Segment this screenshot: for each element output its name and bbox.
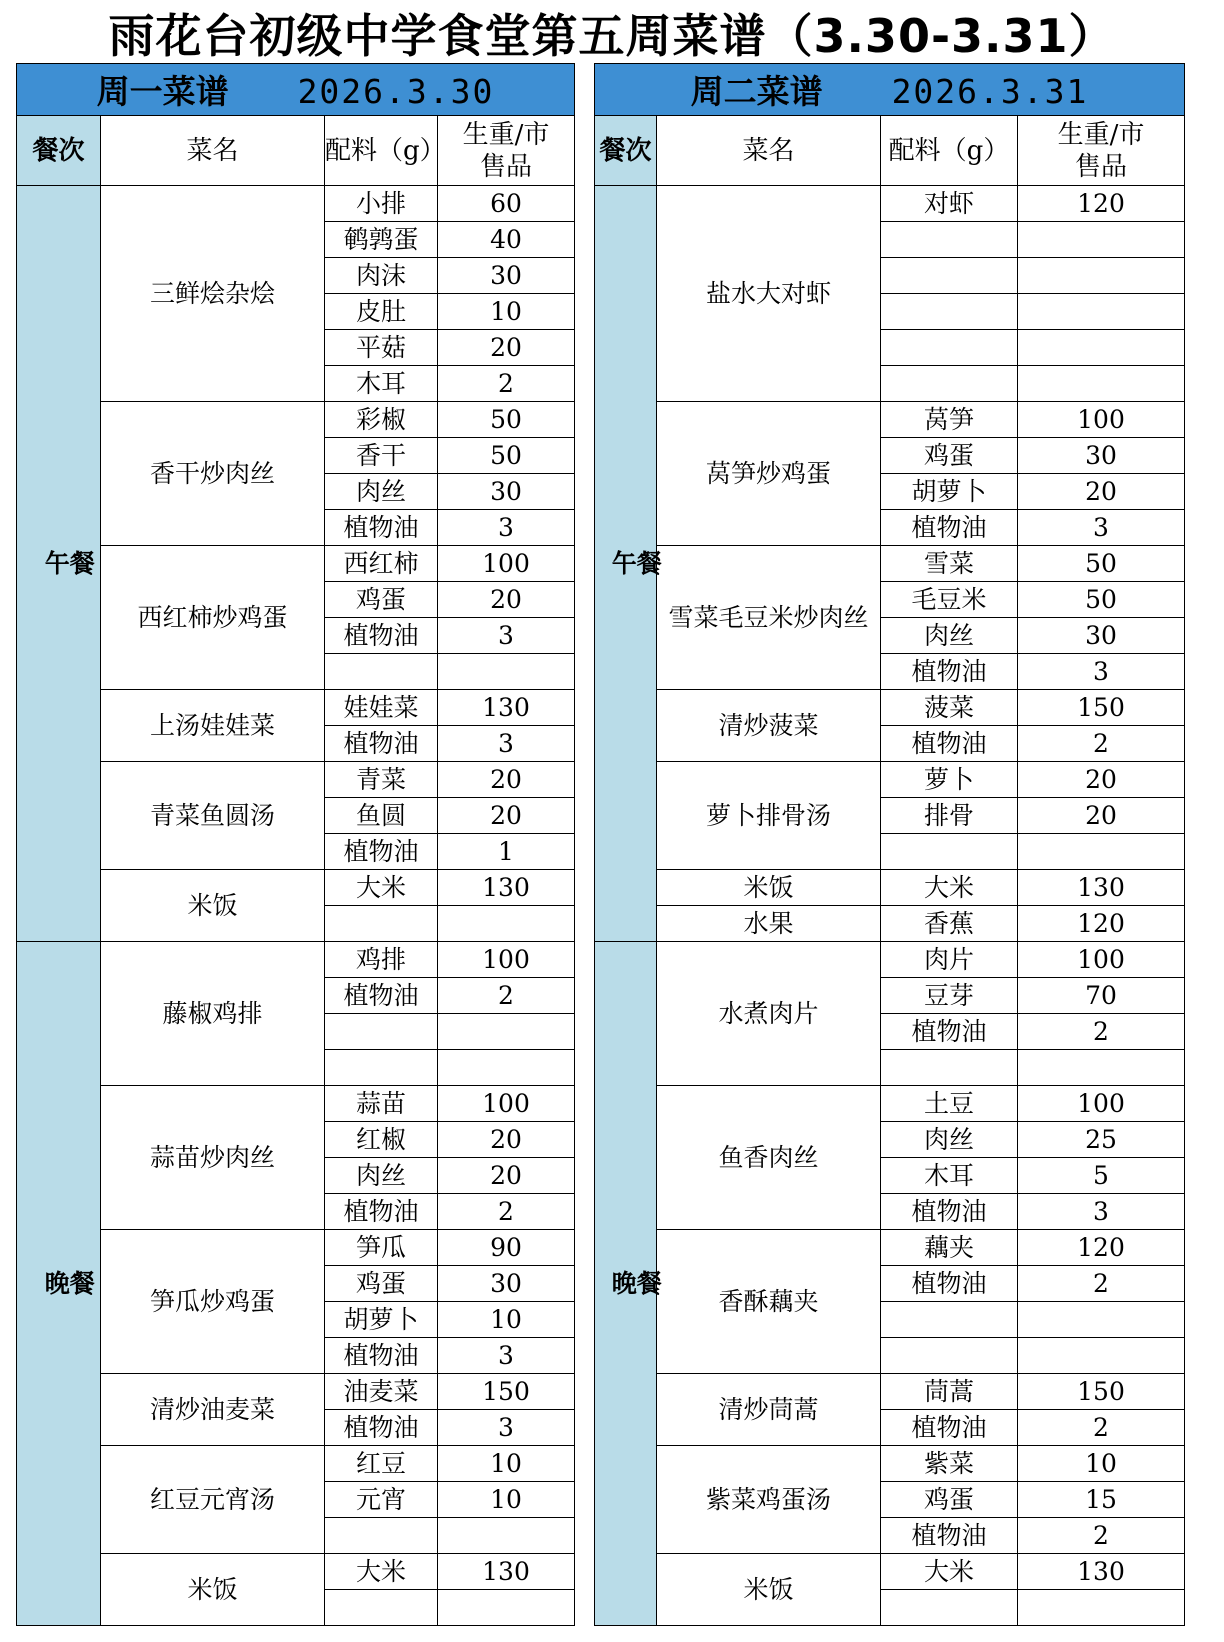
ingredient-name: 红椒 <box>325 1122 438 1158</box>
ingredient-weight: 10 <box>438 1446 575 1482</box>
day-header <box>595 64 1185 116</box>
ingredient-weight: 2 <box>1018 1266 1185 1302</box>
ingredient-name: 植物油 <box>881 1410 1018 1446</box>
ingredient-name <box>325 1590 438 1626</box>
ingredient-weight <box>1018 1050 1185 1086</box>
ingredient-name: 植物油 <box>325 834 438 870</box>
ingredient-weight: 130 <box>438 1554 575 1590</box>
ingredient-name: 菠菜 <box>881 690 1018 726</box>
ingredient-weight <box>438 1050 575 1086</box>
ingredient-name: 肉丝 <box>325 474 438 510</box>
ingredient-name: 大米 <box>325 870 438 906</box>
ingredient-name: 植物油 <box>325 726 438 762</box>
ingredient-name: 植物油 <box>881 1518 1018 1554</box>
table-row <box>595 1554 1185 1590</box>
ingredient-weight: 130 <box>438 690 575 726</box>
page-title: 雨花台初级中学食堂第五周菜谱（3.30-3.31） <box>108 9 1116 63</box>
ingredient-name: 胡萝卜 <box>325 1302 438 1338</box>
dish-name: 萝卜排骨汤 <box>657 762 881 870</box>
ingredient-name: 肉沫 <box>325 258 438 294</box>
day-date: 2026.3.30 <box>297 72 495 111</box>
table-row <box>17 762 575 798</box>
ingredient-weight: 20 <box>438 1122 575 1158</box>
ingredient-weight <box>1018 366 1185 402</box>
ingredient-name: 植物油 <box>881 1014 1018 1050</box>
ingredient-weight: 100 <box>438 942 575 978</box>
dish-name: 西红柿炒鸡蛋 <box>101 546 325 690</box>
ingredient-weight: 2 <box>438 366 575 402</box>
ingredient-name: 萝卜 <box>881 762 1018 798</box>
ingredient-weight: 120 <box>1018 1230 1185 1266</box>
table-row <box>595 690 1185 726</box>
dish-name: 蒜苗炒肉丝 <box>101 1086 325 1230</box>
ingredient-name <box>881 1050 1018 1086</box>
ingredient-weight: 100 <box>438 1086 575 1122</box>
dish-name: 米饭 <box>657 1554 881 1626</box>
ingredient-weight: 20 <box>1018 474 1185 510</box>
dish-name: 香干炒肉丝 <box>101 402 325 546</box>
meal-label <box>17 942 101 1626</box>
ingredient-name: 豆芽 <box>881 978 1018 1014</box>
ingredient-weight: 25 <box>1018 1122 1185 1158</box>
table-row <box>595 906 1185 942</box>
ingredient-name: 植物油 <box>325 618 438 654</box>
ingredient-weight: 2 <box>438 978 575 1014</box>
ingredient-weight: 3 <box>1018 1194 1185 1230</box>
weight-header-line1: 生重/市 <box>462 119 550 150</box>
dish-name: 米饭 <box>101 1554 325 1626</box>
dish-name: 清炒茼蒿 <box>657 1374 881 1446</box>
ingredient-weight: 3 <box>438 510 575 546</box>
ingredient-weight: 20 <box>438 1158 575 1194</box>
weight-header-line2: 售品 <box>479 151 532 182</box>
dish-name: 水果 <box>657 906 881 942</box>
ingredient-name: 胡萝卜 <box>881 474 1018 510</box>
dish-name: 紫菜鸡蛋汤 <box>657 1446 881 1554</box>
ingredient-weight: 150 <box>1018 690 1185 726</box>
ingredient-weight: 2 <box>438 1194 575 1230</box>
day-label: 周一菜谱 <box>96 72 229 111</box>
ingredient-name: 紫菜 <box>881 1446 1018 1482</box>
ingredient-weight <box>1018 294 1185 330</box>
meal-name: 午餐 <box>44 549 95 578</box>
ingredient-name <box>881 1302 1018 1338</box>
ingredient-name: 木耳 <box>325 366 438 402</box>
ingredient-weight: 20 <box>438 762 575 798</box>
ingredient-name: 植物油 <box>881 510 1018 546</box>
ingredient-column-header: 配料（g） <box>325 116 438 186</box>
dish-name: 藤椒鸡排 <box>101 942 325 1086</box>
ingredient-weight: 2 <box>1018 1410 1185 1446</box>
table-row <box>17 870 575 906</box>
ingredient-name: 雪菜 <box>881 546 1018 582</box>
ingredient-weight: 130 <box>1018 1554 1185 1590</box>
meal-label <box>17 186 101 942</box>
ingredient-weight: 70 <box>1018 978 1185 1014</box>
day-label: 周二菜谱 <box>690 72 823 111</box>
dish-name: 青菜鱼圆汤 <box>101 762 325 870</box>
weight-header-line2: 售品 <box>1074 151 1127 182</box>
ingredient-weight: 2 <box>1018 726 1185 762</box>
table-row <box>595 402 1185 438</box>
ingredient-weight: 3 <box>1018 510 1185 546</box>
ingredient-weight: 10 <box>438 294 575 330</box>
ingredient-name: 鱼圆 <box>325 798 438 834</box>
ingredient-name: 元宵 <box>325 1482 438 1518</box>
meal-name: 午餐 <box>611 549 662 578</box>
ingredient-name <box>881 1338 1018 1374</box>
ingredient-weight: 20 <box>1018 798 1185 834</box>
table-row <box>17 402 575 438</box>
ingredient-weight: 20 <box>438 582 575 618</box>
ingredient-name <box>881 222 1018 258</box>
ingredient-name: 植物油 <box>881 1266 1018 1302</box>
column-header-row <box>17 116 575 186</box>
table-row <box>595 762 1185 798</box>
dish-name: 莴笋炒鸡蛋 <box>657 402 881 546</box>
ingredient-name: 鸡蛋 <box>325 1266 438 1302</box>
dish-name: 三鲜烩杂烩 <box>101 186 325 402</box>
dish-name: 盐水大对虾 <box>657 186 881 402</box>
ingredient-weight: 2 <box>1018 1518 1185 1554</box>
ingredient-weight: 150 <box>438 1374 575 1410</box>
ingredient-name: 植物油 <box>325 978 438 1014</box>
table-row <box>595 870 1185 906</box>
dish-name: 清炒油麦菜 <box>101 1374 325 1446</box>
table-row <box>595 1374 1185 1410</box>
ingredient-name: 鹌鹑蛋 <box>325 222 438 258</box>
ingredient-name: 植物油 <box>881 1194 1018 1230</box>
dish-name: 清炒菠菜 <box>657 690 881 762</box>
ingredient-weight <box>1018 330 1185 366</box>
dish-column-header: 菜名 <box>657 116 881 186</box>
weight-column-header <box>1018 116 1185 186</box>
ingredient-weight: 30 <box>438 258 575 294</box>
ingredient-name: 小排 <box>325 186 438 222</box>
ingredient-name: 平菇 <box>325 330 438 366</box>
ingredient-name: 香蕉 <box>881 906 1018 942</box>
ingredient-weight: 90 <box>438 1230 575 1266</box>
ingredient-weight <box>1018 834 1185 870</box>
ingredient-weight: 40 <box>438 222 575 258</box>
dish-name: 水煮肉片 <box>657 942 881 1086</box>
ingredient-weight <box>1018 222 1185 258</box>
table-row <box>17 186 575 222</box>
ingredient-weight <box>438 906 575 942</box>
ingredient-weight <box>1018 1302 1185 1338</box>
ingredient-weight: 2 <box>1018 1014 1185 1050</box>
meal-label <box>595 186 662 942</box>
dish-name: 雪菜毛豆米炒肉丝 <box>657 546 881 690</box>
table-row <box>17 942 575 978</box>
ingredient-weight: 120 <box>1018 186 1185 222</box>
dish-name: 鱼香肉丝 <box>657 1086 881 1230</box>
ingredient-name: 木耳 <box>881 1158 1018 1194</box>
ingredient-name: 植物油 <box>325 1410 438 1446</box>
weight-header-line1: 生重/市 <box>1057 119 1145 150</box>
ingredient-name: 对虾 <box>881 186 1018 222</box>
ingredient-name: 莴笋 <box>881 402 1018 438</box>
ingredient-name: 笋瓜 <box>325 1230 438 1266</box>
ingredient-name: 鸡蛋 <box>881 1482 1018 1518</box>
ingredient-name <box>325 1014 438 1050</box>
ingredient-weight <box>1018 1338 1185 1374</box>
ingredient-name: 彩椒 <box>325 402 438 438</box>
dish-name: 红豆元宵汤 <box>101 1446 325 1554</box>
ingredient-weight: 3 <box>438 726 575 762</box>
ingredient-name <box>881 258 1018 294</box>
ingredient-weight: 100 <box>438 546 575 582</box>
ingredient-name: 排骨 <box>881 798 1018 834</box>
ingredient-name <box>881 330 1018 366</box>
meal-label <box>595 942 662 1626</box>
table-row <box>17 1086 575 1122</box>
day-header <box>17 64 575 116</box>
ingredient-name: 鸡蛋 <box>881 438 1018 474</box>
table-row <box>595 1230 1185 1266</box>
dish-name: 上汤娃娃菜 <box>101 690 325 762</box>
dish-name: 米饭 <box>657 870 881 906</box>
meal-name: 晚餐 <box>44 1269 95 1298</box>
ingredient-name: 娃娃菜 <box>325 690 438 726</box>
ingredient-name: 植物油 <box>325 1194 438 1230</box>
ingredient-weight: 10 <box>1018 1446 1185 1482</box>
ingredient-name <box>881 366 1018 402</box>
ingredient-name: 大米 <box>881 870 1018 906</box>
ingredient-weight: 30 <box>438 1266 575 1302</box>
ingredient-name: 鸡排 <box>325 942 438 978</box>
ingredient-weight: 130 <box>1018 870 1185 906</box>
table-row <box>17 1446 575 1482</box>
ingredient-name: 大米 <box>881 1554 1018 1590</box>
ingredient-weight <box>438 1014 575 1050</box>
ingredient-weight: 50 <box>438 438 575 474</box>
ingredient-name: 皮肚 <box>325 294 438 330</box>
ingredient-weight <box>1018 258 1185 294</box>
ingredient-name <box>325 654 438 690</box>
ingredient-weight: 50 <box>438 402 575 438</box>
ingredient-weight: 100 <box>1018 1086 1185 1122</box>
ingredient-name <box>881 294 1018 330</box>
table-row <box>595 942 1185 978</box>
ingredient-weight: 150 <box>1018 1374 1185 1410</box>
dish-column-header: 菜名 <box>101 116 325 186</box>
column-header-row <box>595 116 1185 186</box>
ingredient-name: 肉丝 <box>881 1122 1018 1158</box>
ingredient-weight: 3 <box>438 618 575 654</box>
ingredient-name: 植物油 <box>325 1338 438 1374</box>
ingredient-weight: 3 <box>438 1410 575 1446</box>
table-row <box>17 1230 575 1266</box>
day-header-row <box>595 64 1185 116</box>
ingredient-column-header: 配料（g） <box>881 116 1018 186</box>
ingredient-name: 茼蒿 <box>881 1374 1018 1410</box>
ingredient-name: 土豆 <box>881 1086 1018 1122</box>
ingredient-weight: 20 <box>1018 762 1185 798</box>
ingredient-name <box>881 834 1018 870</box>
ingredient-weight: 5 <box>1018 1158 1185 1194</box>
tuesday-menu-table <box>594 63 1185 1626</box>
table-row <box>17 1374 575 1410</box>
dish-name: 米饭 <box>101 870 325 942</box>
dish-name: 笋瓜炒鸡蛋 <box>101 1230 325 1374</box>
ingredient-weight <box>438 654 575 690</box>
table-row <box>17 1554 575 1590</box>
ingredient-weight: 20 <box>438 330 575 366</box>
ingredient-weight: 60 <box>438 186 575 222</box>
table-row <box>595 1086 1185 1122</box>
table-row <box>17 546 575 582</box>
ingredient-weight: 15 <box>1018 1482 1185 1518</box>
ingredient-name <box>325 906 438 942</box>
ingredient-weight <box>438 1590 575 1626</box>
weight-column-header <box>438 116 575 186</box>
table-row <box>595 186 1185 222</box>
ingredient-name: 肉丝 <box>325 1158 438 1194</box>
table-row <box>595 1446 1185 1482</box>
ingredient-name: 毛豆米 <box>881 582 1018 618</box>
ingredient-name: 大米 <box>325 1554 438 1590</box>
ingredient-name: 红豆 <box>325 1446 438 1482</box>
ingredient-weight <box>1018 1590 1185 1626</box>
ingredient-name <box>325 1050 438 1086</box>
monday-menu-table <box>16 63 575 1626</box>
table-row <box>17 690 575 726</box>
meal-column-header: 餐次 <box>595 116 657 186</box>
ingredient-name: 西红柿 <box>325 546 438 582</box>
meal-name: 晚餐 <box>611 1269 662 1298</box>
day-header-row <box>17 64 575 116</box>
ingredient-weight: 10 <box>438 1482 575 1518</box>
ingredient-name: 蒜苗 <box>325 1086 438 1122</box>
ingredient-weight: 30 <box>1018 438 1185 474</box>
ingredient-name: 植物油 <box>325 510 438 546</box>
ingredient-weight <box>438 1518 575 1554</box>
ingredient-weight: 3 <box>1018 654 1185 690</box>
ingredient-weight: 30 <box>1018 618 1185 654</box>
ingredient-weight: 50 <box>1018 546 1185 582</box>
ingredient-name: 青菜 <box>325 762 438 798</box>
ingredient-weight: 20 <box>438 798 575 834</box>
dish-name: 香酥藕夹 <box>657 1230 881 1374</box>
ingredient-name: 香干 <box>325 438 438 474</box>
ingredient-name: 藕夹 <box>881 1230 1018 1266</box>
ingredient-weight: 120 <box>1018 906 1185 942</box>
ingredient-weight: 100 <box>1018 942 1185 978</box>
meal-column-header: 餐次 <box>17 116 101 186</box>
ingredient-name: 油麦菜 <box>325 1374 438 1410</box>
ingredient-name: 肉丝 <box>881 618 1018 654</box>
ingredient-name <box>325 1518 438 1554</box>
ingredient-name: 鸡蛋 <box>325 582 438 618</box>
ingredient-weight: 130 <box>438 870 575 906</box>
ingredient-name <box>881 1590 1018 1626</box>
ingredient-weight: 50 <box>1018 582 1185 618</box>
ingredient-name: 植物油 <box>881 726 1018 762</box>
table-row <box>595 546 1185 582</box>
ingredient-weight: 10 <box>438 1302 575 1338</box>
ingredient-weight: 100 <box>1018 402 1185 438</box>
ingredient-name: 肉片 <box>881 942 1018 978</box>
day-date: 2026.3.31 <box>891 72 1089 111</box>
ingredient-weight: 3 <box>438 1338 575 1374</box>
ingredient-weight: 1 <box>438 834 575 870</box>
ingredient-weight: 30 <box>438 474 575 510</box>
ingredient-name: 植物油 <box>881 654 1018 690</box>
